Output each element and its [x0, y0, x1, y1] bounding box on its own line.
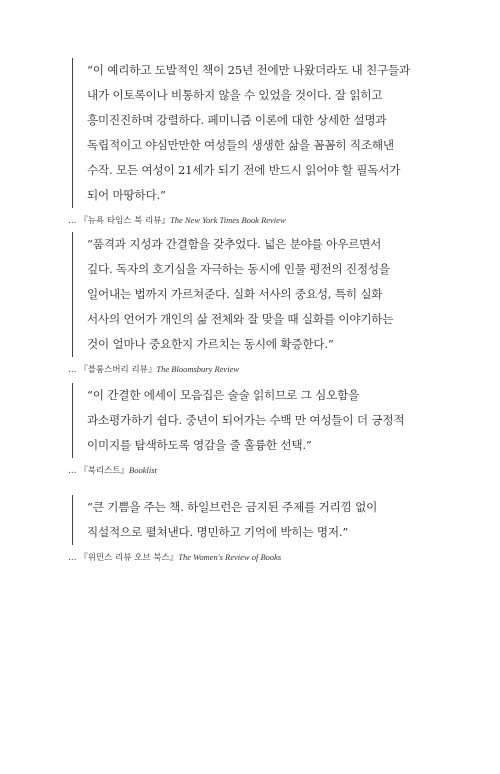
blurb-source: [68, 214, 432, 226]
blurb-quote: [72, 58, 432, 208]
quote-line: 것이 얼마나 중요한지 가르치는 동시에 확증한다.”: [87, 337, 334, 351]
source-name-korean: … 『블룸스버리 리뷰』: [68, 365, 157, 375]
quote-line: 깊다. 독자의 호기심을 자극하는 동시에 인물 평전의 진정성을: [87, 262, 390, 276]
blurb-source: [68, 551, 432, 563]
source-name-english: The New York Times Book Review: [170, 215, 286, 225]
source-name-english: Booklist: [129, 465, 157, 475]
quote-line: “이 예리하고 도발적인 책이 25년 전에만 나왔더라도 내 친구들과: [87, 63, 410, 77]
quote-line: “큰 기쁨을 주는 책. 하일브런은 금지된 주제를 거리낌 없이: [87, 500, 378, 514]
quote-line: “품격과 지성과 간결함을 갖추었다. 넓은 분야를 아우르면서: [87, 237, 382, 251]
source-name-english: The Women's Review of Books: [178, 552, 282, 562]
quote-line: 내가 이토록이나 비통하지 않을 수 있었을 것이다. 잘 읽히고: [87, 88, 383, 102]
source-name-english: The Bloomsbury Review: [156, 364, 240, 374]
quote-line: 직설적으로 펼쳐낸다. 명민하고 기억에 박히는 명저.”: [87, 525, 349, 539]
quote-line: 일어내는 법까지 가르쳐준다. 실화 서사의 중요성, 특히 실화: [87, 287, 383, 301]
quote-line: 과소평가하기 쉽다. 중년이 되어가는 수백 만 여성들이 더 긍정적: [87, 413, 405, 427]
blurb-source: [68, 363, 432, 375]
blurb-quote: [72, 383, 432, 458]
blurb-quote: [72, 495, 432, 545]
blurb-bloomsbury-review: [68, 232, 432, 375]
quote-line: 되어 마땅하다.”: [87, 188, 166, 202]
quote-line: 이미지를 탐색하도록 영감을 줄 훌륭한 선택.”: [87, 438, 312, 452]
source-name-korean: … 『위민스 리뷰 오브 북스』: [68, 553, 179, 563]
blurb-quote: [72, 232, 432, 357]
quote-line: 수작. 모든 여성이 21세가 되기 전에 반드시 읽어야 할 필독서가: [87, 163, 401, 177]
blurb-new-york-times: [68, 58, 432, 226]
blurb-source: [68, 464, 432, 476]
quote-line: 흥미진진하며 강렬하다. 페미니즘 이론에 대한 상세한 설명과: [87, 113, 387, 127]
quote-line: 독립적이고 야심만만한 여성들의 생생한 삶을 꼼꼼히 직조해낸: [87, 138, 394, 152]
source-name-korean: … 『뉴욕 타임스 북 리뷰』: [68, 216, 170, 226]
blurb-womens-review-of-books: [68, 495, 432, 563]
quote-line: “이 간결한 에세이 모음집은 술술 읽히므로 그 심오함을: [87, 388, 360, 402]
blurb-booklist: [68, 383, 432, 476]
source-name-korean: … 『북리스트』: [68, 466, 130, 476]
quote-line: 서사의 언어가 개인의 삶 전체와 잘 맞을 때 실화를 이야기하는: [87, 312, 394, 326]
